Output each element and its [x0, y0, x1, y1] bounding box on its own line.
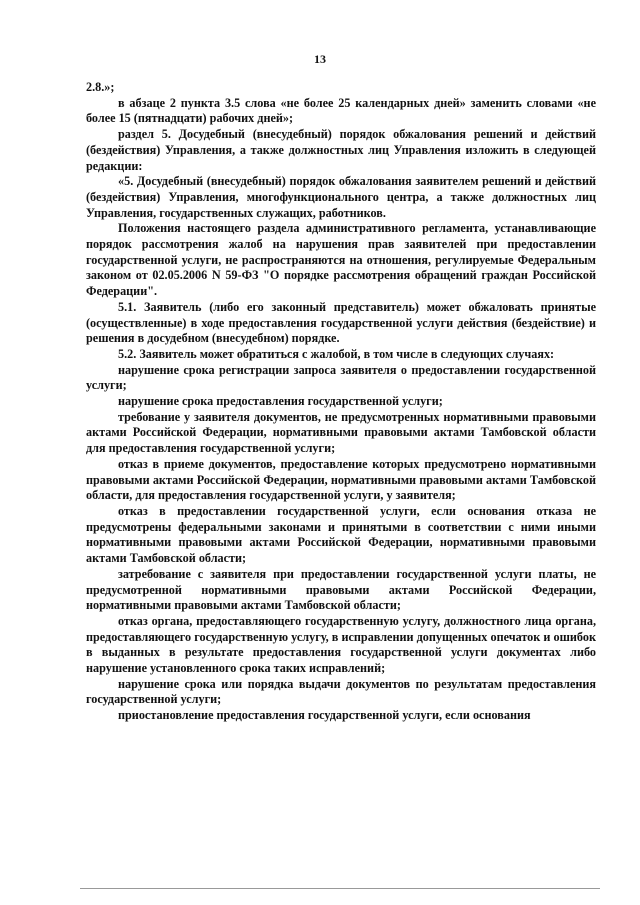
- document-body: [86, 80, 596, 724]
- paragraph: Положения настоящего раздела административного регламента, устанавливающие порядок рассмотрения жалоб на нарушения прав заявителей при предоставлении государственной услуги, не распространяются на отношения, регулируемые Федеральным законом от 02.05.2006 N 59-ФЗ "О порядке рассмотрения обращений граждан Российской Федерации".: [86, 221, 596, 299]
- paragraph: затребование с заявителя при предоставлении государственной услуги платы, не предусмотренной нормативными правовыми актами Российской Федерации, нормативными правовыми актами Тамбовской области;: [86, 566, 596, 613]
- paragraph: отказ в предоставлении государственной услуги, если основания отказа не предусмотрены федеральными законами и принятыми в соответствии с ними иными нормативными правовыми актами Российской Федерации, нормативными правовыми актами Тамбовской области;: [86, 503, 596, 566]
- paragraph: 5.1. Заявитель (либо его законный представитель) может обжаловать принятые (осуществленные) в ходе предоставления государственной услуги действия (бездействие) и решения в досудебном (внесудебном) порядке.: [86, 299, 596, 346]
- paragraph: раздел 5. Досудебный (внесудебный) порядок обжалования решений и действий (бездействия) Управления, а также должностных лиц Управления изложить в следующей редакции:: [86, 127, 596, 173]
- page-number: 13: [314, 52, 326, 66]
- bottom-divider: [80, 888, 600, 889]
- paragraph: отказ в приеме документов, предоставление которых предусмотрено нормативными правовыми актами Российской Федерации, нормативными правовыми актами Тамбовской области, для предоставления государственной услуги, у заявителя;: [86, 456, 596, 503]
- paragraph: нарушение срока предоставления государственной услуги;: [118, 394, 443, 409]
- paragraph: отказ органа, предоставляющего государственную услугу, должностного лица органа, предоставляющего государственную услугу, в исправлении допущенных опечаток и ошибок в выданных в результате предоставления государственной услуги документах либо нарушение установленного срока таких исправлений;: [86, 613, 596, 676]
- paragraph: нарушение срока или порядка выдачи документов по результатам предоставления государственной услуги;: [86, 676, 596, 707]
- paragraph: 5.2. Заявитель может обратиться с жалобой, в том числе в следующих случаях:: [118, 346, 555, 361]
- paragraph: приостановление предоставления государственной услуги, если основания: [118, 708, 531, 723]
- paragraph: «5. Досудебный (внесудебный) порядок обжалования заявителем решений и действий (бездействия) Управления, многофункционального центра, а также должностных лиц Управления, государственных служащих, работников.: [86, 174, 596, 220]
- paragraph: 2.8.»;: [86, 80, 115, 94]
- paragraph: нарушение срока регистрации запроса заявителя о предоставлении государственной услуги;: [86, 362, 596, 393]
- paragraph: в абзаце 2 пункта 3.5 слова «не более 25 календарных дней» заменить словами «не более 15 (пятнадцати) рабочих дней»;: [86, 95, 596, 126]
- paragraph: требование у заявителя документов, не предусмотренных нормативными правовыми актами Российской Федерации, нормативными правовыми актами Тамбовской области для предоставления государственной услуги;: [86, 409, 596, 456]
